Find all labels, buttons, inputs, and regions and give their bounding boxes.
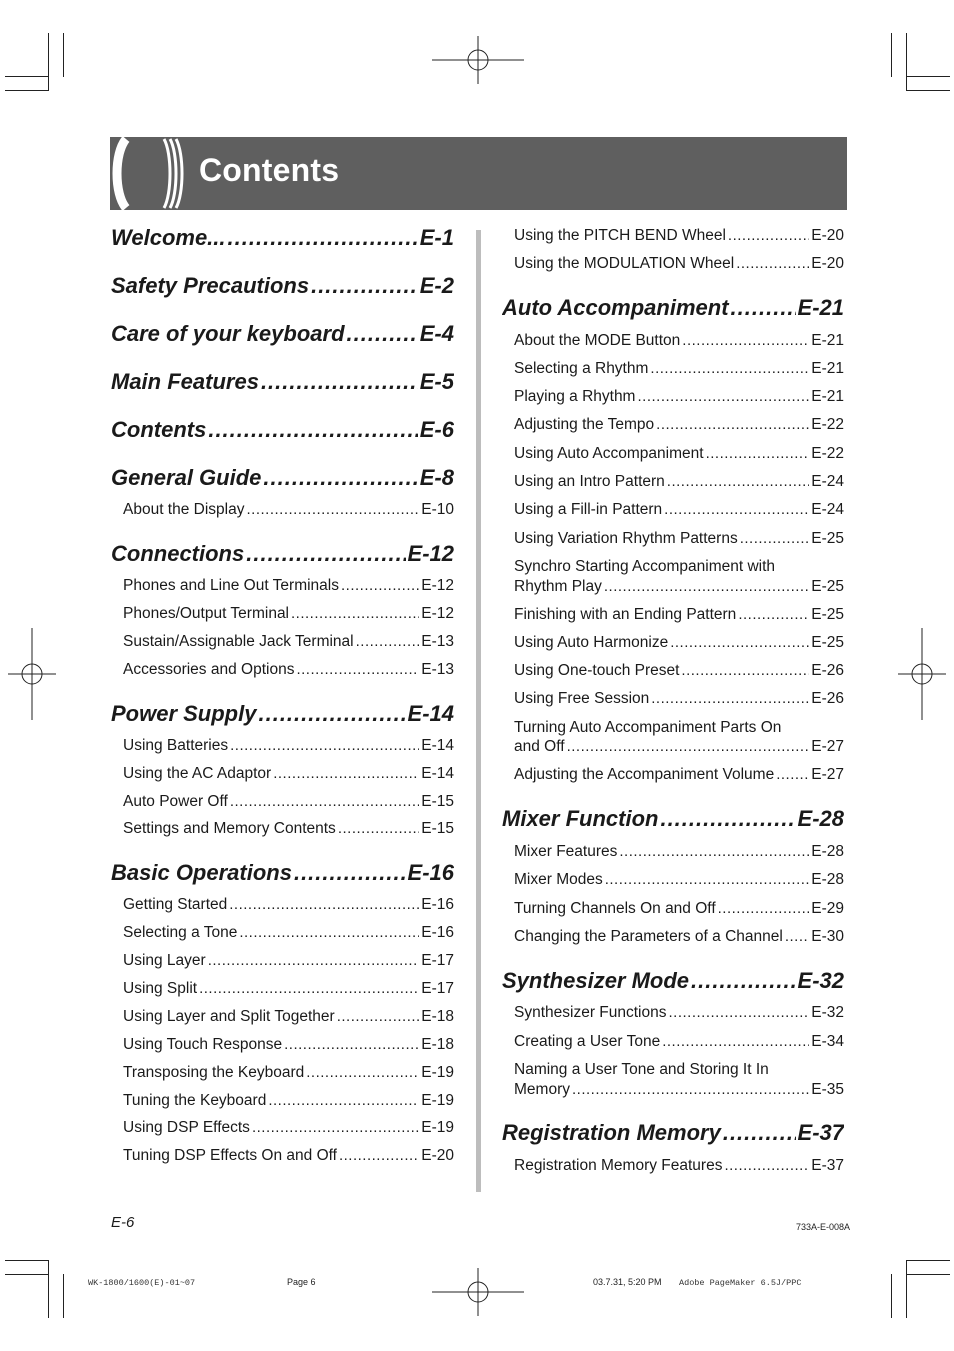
toc-item[interactable]: Accessories and Options ..... E-13: [123, 661, 454, 681]
toc-item[interactable]: Using Auto Harmonize ..... E-25: [514, 634, 844, 654]
toc-item[interactable]: Selecting a Rhythm ..... E-21: [514, 360, 844, 380]
toc-heading[interactable]: Synthesizer Mode ..... E-32: [502, 968, 844, 996]
toc-heading[interactable]: Mixer Function ..... E-28: [502, 806, 844, 834]
toc-item[interactable]: Using Batteries ..... E-14: [123, 737, 454, 757]
registration-mark-right: [898, 628, 946, 720]
toc-item[interactable]: and Off ..... E-27: [514, 738, 844, 758]
toc-item[interactable]: Using Layer and Split Together ..... E-18: [123, 1008, 454, 1028]
toc-item[interactable]: Selecting a Tone ..... E-16: [123, 924, 454, 944]
slug-page: Page 6: [287, 1277, 316, 1287]
slug-app: Adobe PageMaker 6.5J/PPC: [679, 1278, 802, 1288]
toc-item[interactable]: Settings and Memory Contents ..... E-15: [123, 820, 454, 840]
toc-item[interactable]: Finishing with an Ending Pattern ..... E-25: [514, 606, 844, 626]
toc-item[interactable]: Tuning the Keyboard ..... E-19: [123, 1092, 454, 1112]
toc-item-line1: Turning Auto Accompaniment Parts On: [514, 719, 782, 736]
toc-item[interactable]: Using Touch Response ..... E-18: [123, 1036, 454, 1056]
toc-heading[interactable]: Basic Operations ..... E-16: [111, 860, 454, 888]
toc-item[interactable]: Auto Power Off ..... E-15: [123, 793, 454, 813]
toc-item[interactable]: Using DSP Effects ..... E-19: [123, 1119, 454, 1139]
toc-item-line1: Synchro Starting Accompaniment with: [514, 558, 776, 575]
toc-item[interactable]: Using the AC Adaptor ..... E-14: [123, 765, 454, 785]
toc-heading[interactable]: Care of your keyboard ..... E-4: [111, 321, 454, 349]
column-divider: [476, 230, 481, 1192]
registration-mark-bottom: [432, 1268, 524, 1316]
toc-item[interactable]: Mixer Modes ..... E-28: [514, 871, 844, 891]
toc-item-line1: Naming a User Tone and Storing It In: [514, 1061, 769, 1078]
toc-item[interactable]: Using One-touch Preset ..... E-26: [514, 662, 844, 682]
toc-heading[interactable]: Registration Memory ..... E-37: [502, 1120, 844, 1148]
toc-item[interactable]: Using Free Session ..... E-26: [514, 690, 844, 710]
toc-item[interactable]: Creating a User Tone ..... E-34: [514, 1033, 844, 1053]
toc-heading[interactable]: Connections ..... E-12: [111, 541, 454, 569]
toc-item[interactable]: Mixer Features ..... E-28: [514, 843, 844, 863]
toc-item[interactable]: Registration Memory Features ..... E-37: [514, 1157, 844, 1177]
registration-mark-top: [432, 36, 524, 84]
toc-item[interactable]: About the MODE Button ..... E-21: [514, 332, 844, 352]
slug-date: 03.7.31, 5:20 PM: [593, 1277, 662, 1287]
page-title: Contents: [199, 152, 340, 188]
toc-item[interactable]: Tuning DSP Effects On and Off ..... E-20: [123, 1147, 454, 1167]
toc-item[interactable]: Using Auto Accompaniment ..... E-22: [514, 445, 844, 465]
toc-item[interactable]: Transposing the Keyboard ..... E-19: [123, 1064, 454, 1084]
toc-item[interactable]: Using an Intro Pattern ..... E-24: [514, 473, 844, 493]
toc-heading[interactable]: General Guide ..... E-8: [111, 465, 454, 493]
toc-item[interactable]: Changing the Parameters of a Channel ..... E-30: [514, 928, 844, 948]
bracket-decoration-icon: [112, 137, 190, 210]
toc-heading[interactable]: Safety Precautions ..... E-2: [111, 273, 454, 301]
page-number: E-6: [111, 1214, 135, 1231]
slug-file: WK-1800/1600(E)-01~07: [88, 1278, 196, 1288]
toc-item[interactable]: Getting Started ..... E-16: [123, 896, 454, 916]
toc-item[interactable]: Adjusting the Accompaniment Volume ..... E-27: [514, 766, 844, 786]
toc-item[interactable]: Rhythm Play ..... E-25: [514, 578, 844, 598]
toc-item[interactable]: Adjusting the Tempo ..... E-22: [514, 416, 844, 436]
toc-heading[interactable]: Welcome... ..... E-1: [111, 225, 454, 253]
toc-item[interactable]: About the Display ..... E-10: [123, 501, 454, 521]
toc-item[interactable]: Memory ..... E-35: [514, 1081, 844, 1101]
registration-mark-left: [8, 628, 56, 720]
doc-code: 733A-E-008A: [796, 1222, 851, 1232]
toc-heading[interactable]: Main Features ..... E-5: [111, 369, 454, 397]
toc-item[interactable]: Using a Fill-in Pattern ..... E-24: [514, 501, 844, 521]
toc-item[interactable]: Using Variation Rhythm Patterns ..... E-25: [514, 530, 844, 550]
toc-item[interactable]: Phones/Output Terminal ..... E-12: [123, 605, 454, 625]
toc-heading[interactable]: Contents ..... E-6: [111, 417, 454, 445]
toc-item[interactable]: Synthesizer Functions ..... E-32: [514, 1004, 844, 1024]
toc-item[interactable]: Using Layer ..... E-17: [123, 952, 454, 972]
toc-item[interactable]: Using the MODULATION Wheel ..... E-20: [514, 255, 844, 275]
toc-item[interactable]: Playing a Rhythm ..... E-21: [514, 388, 844, 408]
toc-item[interactable]: Turning Channels On and Off ..... E-29: [514, 900, 844, 920]
toc-item[interactable]: Using the PITCH BEND Wheel ..... E-20: [514, 227, 844, 247]
toc-item[interactable]: Sustain/Assignable Jack Terminal ..... E-13: [123, 633, 454, 653]
toc-item[interactable]: Phones and Line Out Terminals ..... E-12: [123, 577, 454, 597]
toc-item[interactable]: Using Split ..... E-17: [123, 980, 454, 1000]
toc-heading[interactable]: Auto Accompaniment ..... E-21: [502, 295, 844, 323]
toc-heading[interactable]: Power Supply ..... E-14: [111, 701, 454, 729]
